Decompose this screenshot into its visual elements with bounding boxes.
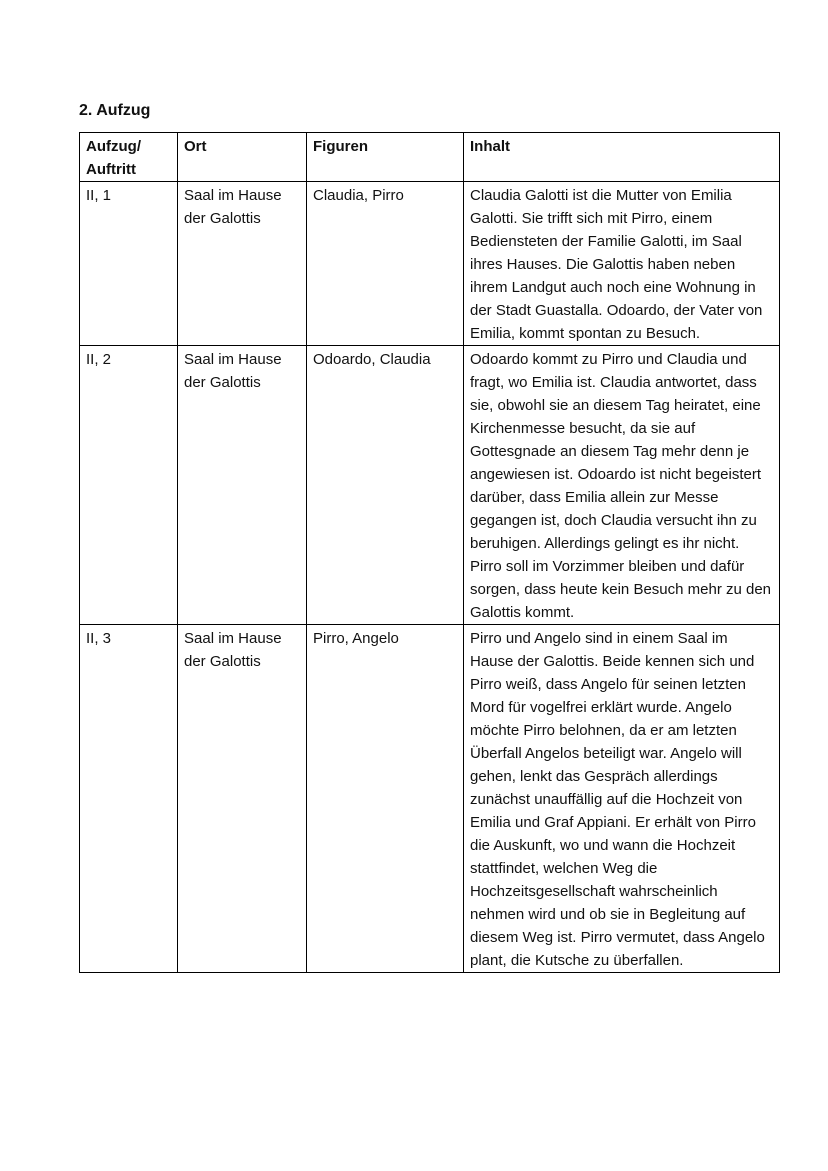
cell-figuren: Odoardo, Claudia <box>307 346 464 625</box>
header-ort: Ort <box>178 133 307 182</box>
cell-inhalt: Pirro und Angelo sind in einem Saal im Hause der Galottis. Beide kennen sich und Pirro weiß, dass Angelo für seinen letzten Mord für vogelfrei erklärt wurde. Angelo möchte Pirro belohnen, da er am letzten Überfall Angelos beteiligt war. Angelo will gehen, lenkt das Gespräch allerdings zunächst unauffällig auf die Hochzeit von Emilia und Graf Appiani. Er erhält von Pirro die Auskunft, wo und wann die Hochzeit stattfindet, welchen Weg die Hochzeitsgesellschaft wahrscheinlich nehmen wird und ob sie in Begleitung auf diesem Weg ist. Pirro vermutet, dass Angelo plant, die Kutsche zu überfallen. <box>464 625 780 973</box>
cell-auftritt: II, 1 <box>80 182 178 346</box>
header-figuren: Figuren <box>307 133 464 182</box>
table-row <box>80 346 780 625</box>
cell-auftritt: II, 2 <box>80 346 178 625</box>
cell-auftritt: II, 3 <box>80 625 178 973</box>
section-heading: 2. Aufzug <box>79 102 151 119</box>
scene-table <box>79 132 780 973</box>
cell-ort: Saal im Hause der Galottis <box>178 182 307 346</box>
cell-figuren: Claudia, Pirro <box>307 182 464 346</box>
cell-inhalt: Odoardo kommt zu Pirro und Claudia und fragt, wo Emilia ist. Claudia antwortet, dass sie, obwohl sie an diesem Tag heiratet, eine Kirchenmesse besucht, da sie auf Gottesgnade an diesem Tag mehr denn je angewiesen ist. Odoardo ist nicht begeistert darüber, dass Emilia allein zur Messe gegangen ist, doch Claudia versucht ihn zu beruhigen. Allerdings gelingt es ihr nicht. Pirro soll im Vorzimmer bleiben und dafür sorgen, dass heute kein Besuch mehr zu den Galottis kommt. <box>464 346 780 625</box>
header-aufzug-label: Aufzug/ <box>86 138 141 155</box>
table-row <box>80 182 780 346</box>
header-inhalt: Inhalt <box>464 133 780 182</box>
header-auftritt-label: Auftritt <box>86 161 136 178</box>
table-row <box>80 625 780 973</box>
cell-figuren: Pirro, Angelo <box>307 625 464 973</box>
cell-ort: Saal im Hause der Galottis <box>178 346 307 625</box>
header-aufzug-auftritt <box>80 133 178 182</box>
cell-ort: Saal im Hause der Galottis <box>178 625 307 973</box>
cell-inhalt: Claudia Galotti ist die Mutter von Emilia Galotti. Sie trifft sich mit Pirro, einem Bediensteten der Familie Galotti, im Saal ihres Hauses. Die Galottis haben neben ihrem Landgut auch noch eine Wohnung in der Stadt Guastalla. Odoardo, der Vater von Emilia, kommt spontan zu Besuch. <box>464 182 780 346</box>
table-header-row <box>80 133 780 182</box>
